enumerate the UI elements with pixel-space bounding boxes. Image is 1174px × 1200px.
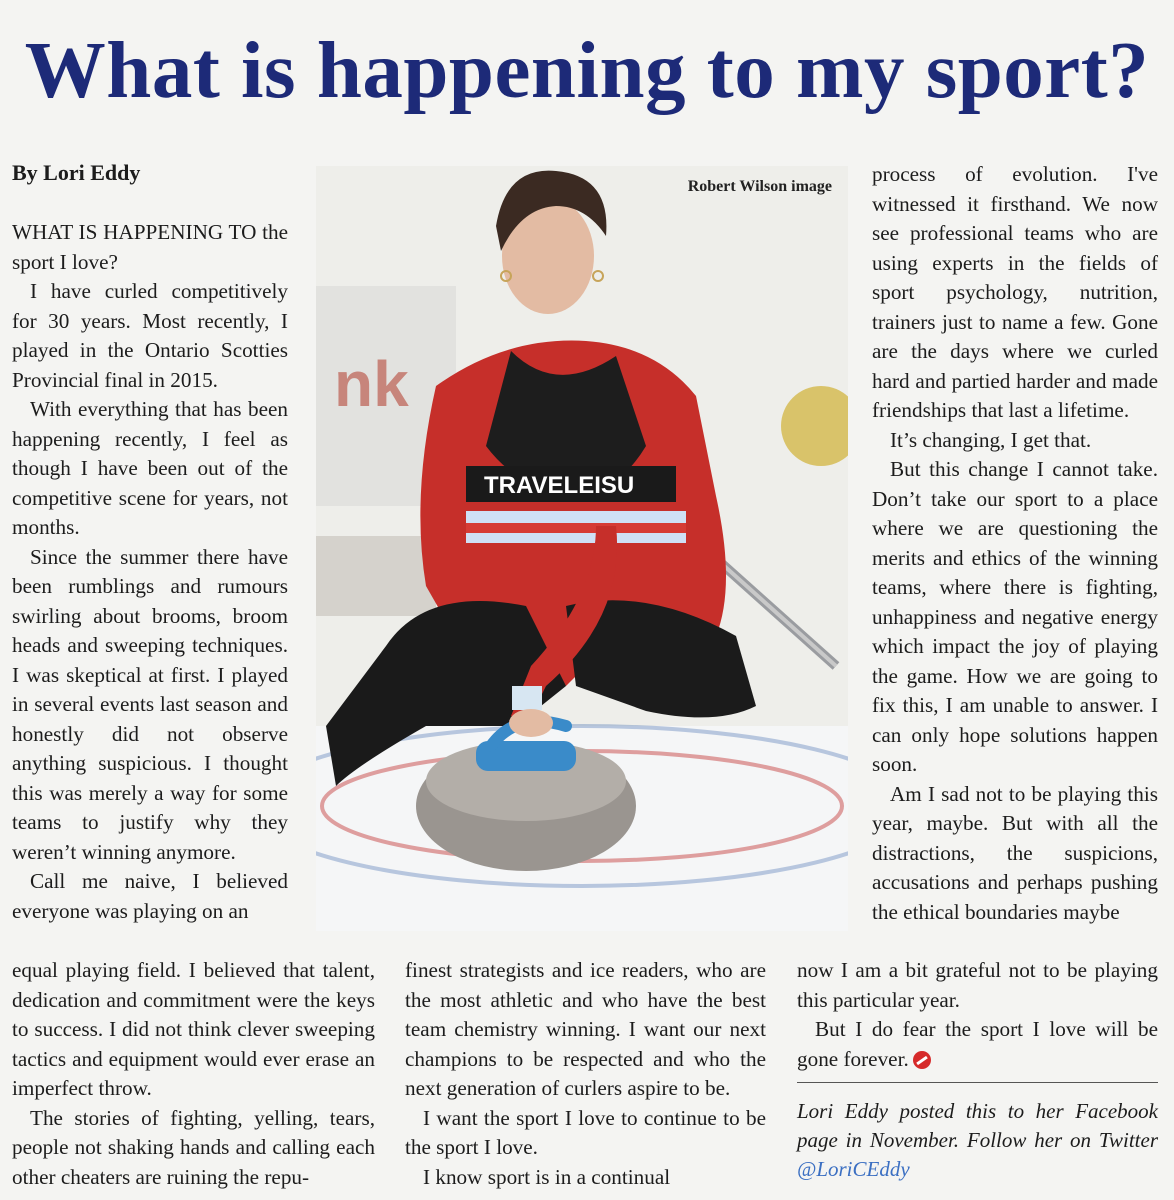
- paragraph: It’s changing, I get that.: [890, 427, 1092, 452]
- paragraph: Call me naive, I believed everyone was playing on an: [12, 869, 288, 923]
- curler-photo: [316, 166, 848, 931]
- paragraph: I have curled competitively for 30 years. Most recently, I played in the Ontario Scotties Provincial final in 2015.: [12, 279, 288, 392]
- curler-illustration: [316, 166, 848, 931]
- svg-text:TRAVELEISU: TRAVELEISU: [484, 472, 635, 499]
- photo-credit: Robert Wilson image: [687, 178, 832, 195]
- paragraph: process of evolution. I've witnessed it firsthand. We now see professional teams who are using experts in the fields of sport psychology, nutrition, trainers just to name a few. Gone are the days where we curled hard and partied harder and made friendships that last a lifetime.: [872, 162, 1158, 422]
- paragraph: I want the sport I love to continue to be the sport I love.: [405, 1105, 766, 1159]
- paragraph: [797, 1015, 1158, 1074]
- author-footnote: [797, 1082, 1158, 1184]
- column-1-continued: [12, 956, 375, 1192]
- end-of-article-icon: [913, 1051, 931, 1069]
- byline: By Lori Eddy: [12, 160, 141, 185]
- twitter-handle-link[interactable]: @LoriCEddy: [797, 1157, 910, 1181]
- paragraph: equal playing field. I believed that talent, dedication and commitment were the keys to success. I did not think clever sweeping tactics and equipment would ever erase an imperfect throw.: [12, 958, 375, 1100]
- paragraph: now I am a bit grateful not to be playing this particular year.: [797, 958, 1158, 1012]
- column-3-continued: [797, 956, 1158, 1074]
- paragraph: I know sport is in a continual: [423, 1164, 671, 1189]
- paragraph: Since the summer there have been rumblings and rumours swirling about brooms, broom heads and sweeping techniques. I was skeptical at first. I played in several events last season and honestly did not observe anything suspicious. I thought this was merely a way for some teams to justify why they weren’t winning anymore.: [12, 544, 288, 864]
- paragraph: finest strategists and ice readers, who are the most athletic and who have the best team chemistry winning. I want our next champions to be respected and who the next generation of curlers aspire to be.: [405, 958, 766, 1100]
- paragraph: WHAT IS HAPPENING TO the sport I love?: [12, 220, 288, 274]
- svg-text:nk: nk: [334, 348, 409, 420]
- paragraph: The stories of fighting, yelling, tears, people not shaking hands and calling each other cheaters are ruining the repu-: [12, 1105, 375, 1189]
- paragraph: Am I sad not to be playing this year, maybe. But with all the distractions, the suspicions, accusations and perhaps pushing the ethical boundaries maybe: [872, 781, 1158, 924]
- column-3: [872, 160, 1158, 927]
- paragraph-text: But I do fear the sport I love will be gone forever.: [797, 1017, 1158, 1071]
- column-1: [12, 218, 288, 926]
- paragraph: With everything that has been happening recently, I feel as though I have been out of the competitive scene for years, not months.: [12, 397, 288, 539]
- column-2: [405, 956, 766, 1192]
- footnote-text: Lori Eddy posted this to her Facebook page in November. Follow her on Twitter: [797, 1099, 1158, 1152]
- paragraph: But this change I cannot take. Don’t take our sport to a place where we are questioning the merits and ethics of the winning teams, where there is fighting, unhappiness and negative energy which impact the joy of playing the game. How we are going to fix this, I am unable to answer. I can only hope solutions happen soon.: [872, 457, 1158, 776]
- headline: What is happening to my sport?: [24, 25, 1150, 115]
